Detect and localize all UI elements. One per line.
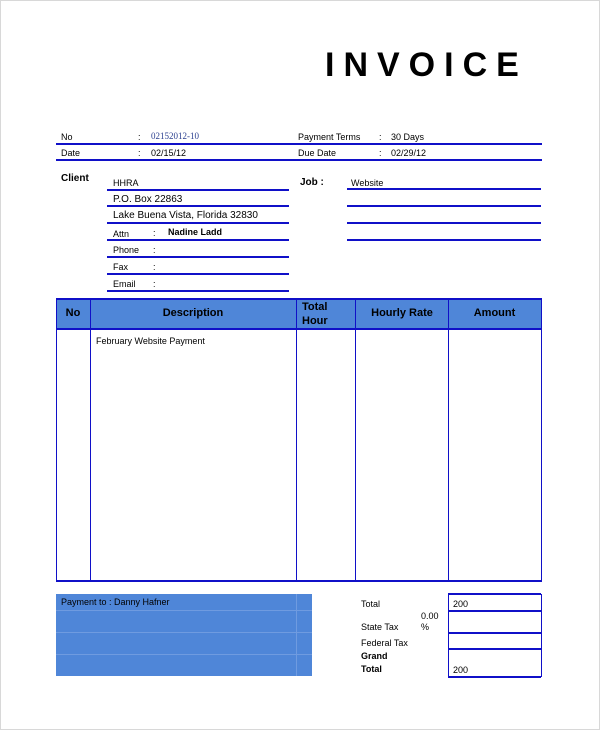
- client-line-1: [107, 189, 289, 191]
- totals-line-4: [448, 676, 541, 678]
- table-col-line-3: [355, 299, 356, 581]
- job-line-3: [347, 222, 541, 224]
- job-value: Website: [351, 178, 384, 188]
- meta-line-1: [56, 143, 542, 145]
- state-tax-percent: %: [421, 622, 430, 632]
- header-amount: Amount: [473, 307, 516, 319]
- table-row-description: February Website Payment: [96, 336, 205, 346]
- payment-divider-2: [56, 632, 312, 633]
- terms-colon: :: [379, 132, 382, 142]
- date-label: Date: [61, 148, 81, 158]
- header-total-hour-line2: Hour: [302, 315, 328, 327]
- phone-label: Phone: [113, 245, 140, 255]
- totals-right-border: [541, 594, 542, 677]
- due-date-value: 02/29/12: [391, 148, 427, 158]
- header-hourly-rate: Hourly Rate: [371, 307, 433, 319]
- client-label: Client: [61, 173, 89, 184]
- invoice-title: INVOICE: [325, 46, 528, 84]
- phone-colon: :: [153, 245, 156, 255]
- payment-divider-1: [56, 610, 312, 611]
- totals-left-border: [448, 594, 449, 677]
- grand-total-label-line1: Grand: [361, 651, 388, 661]
- no-label: No: [61, 132, 73, 142]
- attn-value: Nadine Ladd: [168, 227, 223, 237]
- state-tax-rate: 0.00: [421, 611, 439, 621]
- total-label: Total: [361, 599, 381, 609]
- invoice-number: 02152012-10: [151, 131, 199, 141]
- date-colon: :: [138, 148, 141, 158]
- payment-col-divider: [296, 594, 297, 676]
- fax-label: Fax: [113, 262, 129, 272]
- header-description: Description: [162, 307, 224, 319]
- fax-colon: :: [153, 262, 156, 272]
- job-line-1: [347, 188, 541, 190]
- payment-terms-label: Payment Terms: [298, 132, 361, 142]
- table-col-line-0: [56, 299, 57, 581]
- totals-line-2: [448, 632, 541, 634]
- totals-line-0: [448, 593, 541, 595]
- meta-line-2: [56, 159, 542, 161]
- client-name: HHRA: [113, 178, 139, 188]
- due-date-label: Due Date: [298, 148, 337, 158]
- totals-line-1: [448, 610, 541, 612]
- total-value: 200: [453, 599, 469, 609]
- client-line-6: [107, 273, 289, 275]
- job-line-2: [347, 205, 541, 207]
- email-colon: :: [153, 279, 156, 289]
- attn-label: Attn: [113, 229, 130, 239]
- grand-total-value: 200: [453, 665, 469, 675]
- state-tax-label: State Tax: [361, 622, 399, 632]
- payment-terms-value: 30 Days: [391, 132, 425, 142]
- invoice-date: 02/15/12: [151, 148, 187, 158]
- header-total-hour-line1: Total: [302, 301, 328, 313]
- totals-line-3: [448, 648, 541, 650]
- client-line-3: [107, 222, 289, 224]
- table-col-line-2: [296, 299, 297, 581]
- job-line-4: [347, 239, 541, 241]
- payment-to: Payment to : Danny Hafner: [61, 597, 170, 607]
- table-col-line-1: [90, 299, 91, 581]
- table-bottom-border: [56, 580, 542, 582]
- client-line-7: [107, 290, 289, 292]
- federal-tax-label: Federal Tax: [361, 638, 408, 648]
- payment-divider-3: [56, 654, 312, 655]
- client-address-1: P.O. Box 22863: [113, 194, 183, 205]
- table-col-line-5: [541, 299, 542, 581]
- client-address-2: Lake Buena Vista, Florida 32830: [113, 210, 258, 221]
- grand-total-label-line2: Total: [361, 664, 382, 674]
- table-top-border: [56, 298, 542, 300]
- client-line-4: [107, 239, 289, 241]
- header-no: No: [65, 307, 81, 319]
- table-col-line-4: [448, 299, 449, 581]
- no-colon: :: [138, 132, 141, 142]
- table-header-bottom: [56, 328, 542, 330]
- attn-colon: :: [153, 228, 156, 238]
- email-label: Email: [113, 279, 136, 289]
- client-line-5: [107, 256, 289, 258]
- client-line-2: [107, 205, 289, 207]
- job-label: Job :: [300, 177, 324, 188]
- due-colon: :: [379, 148, 382, 158]
